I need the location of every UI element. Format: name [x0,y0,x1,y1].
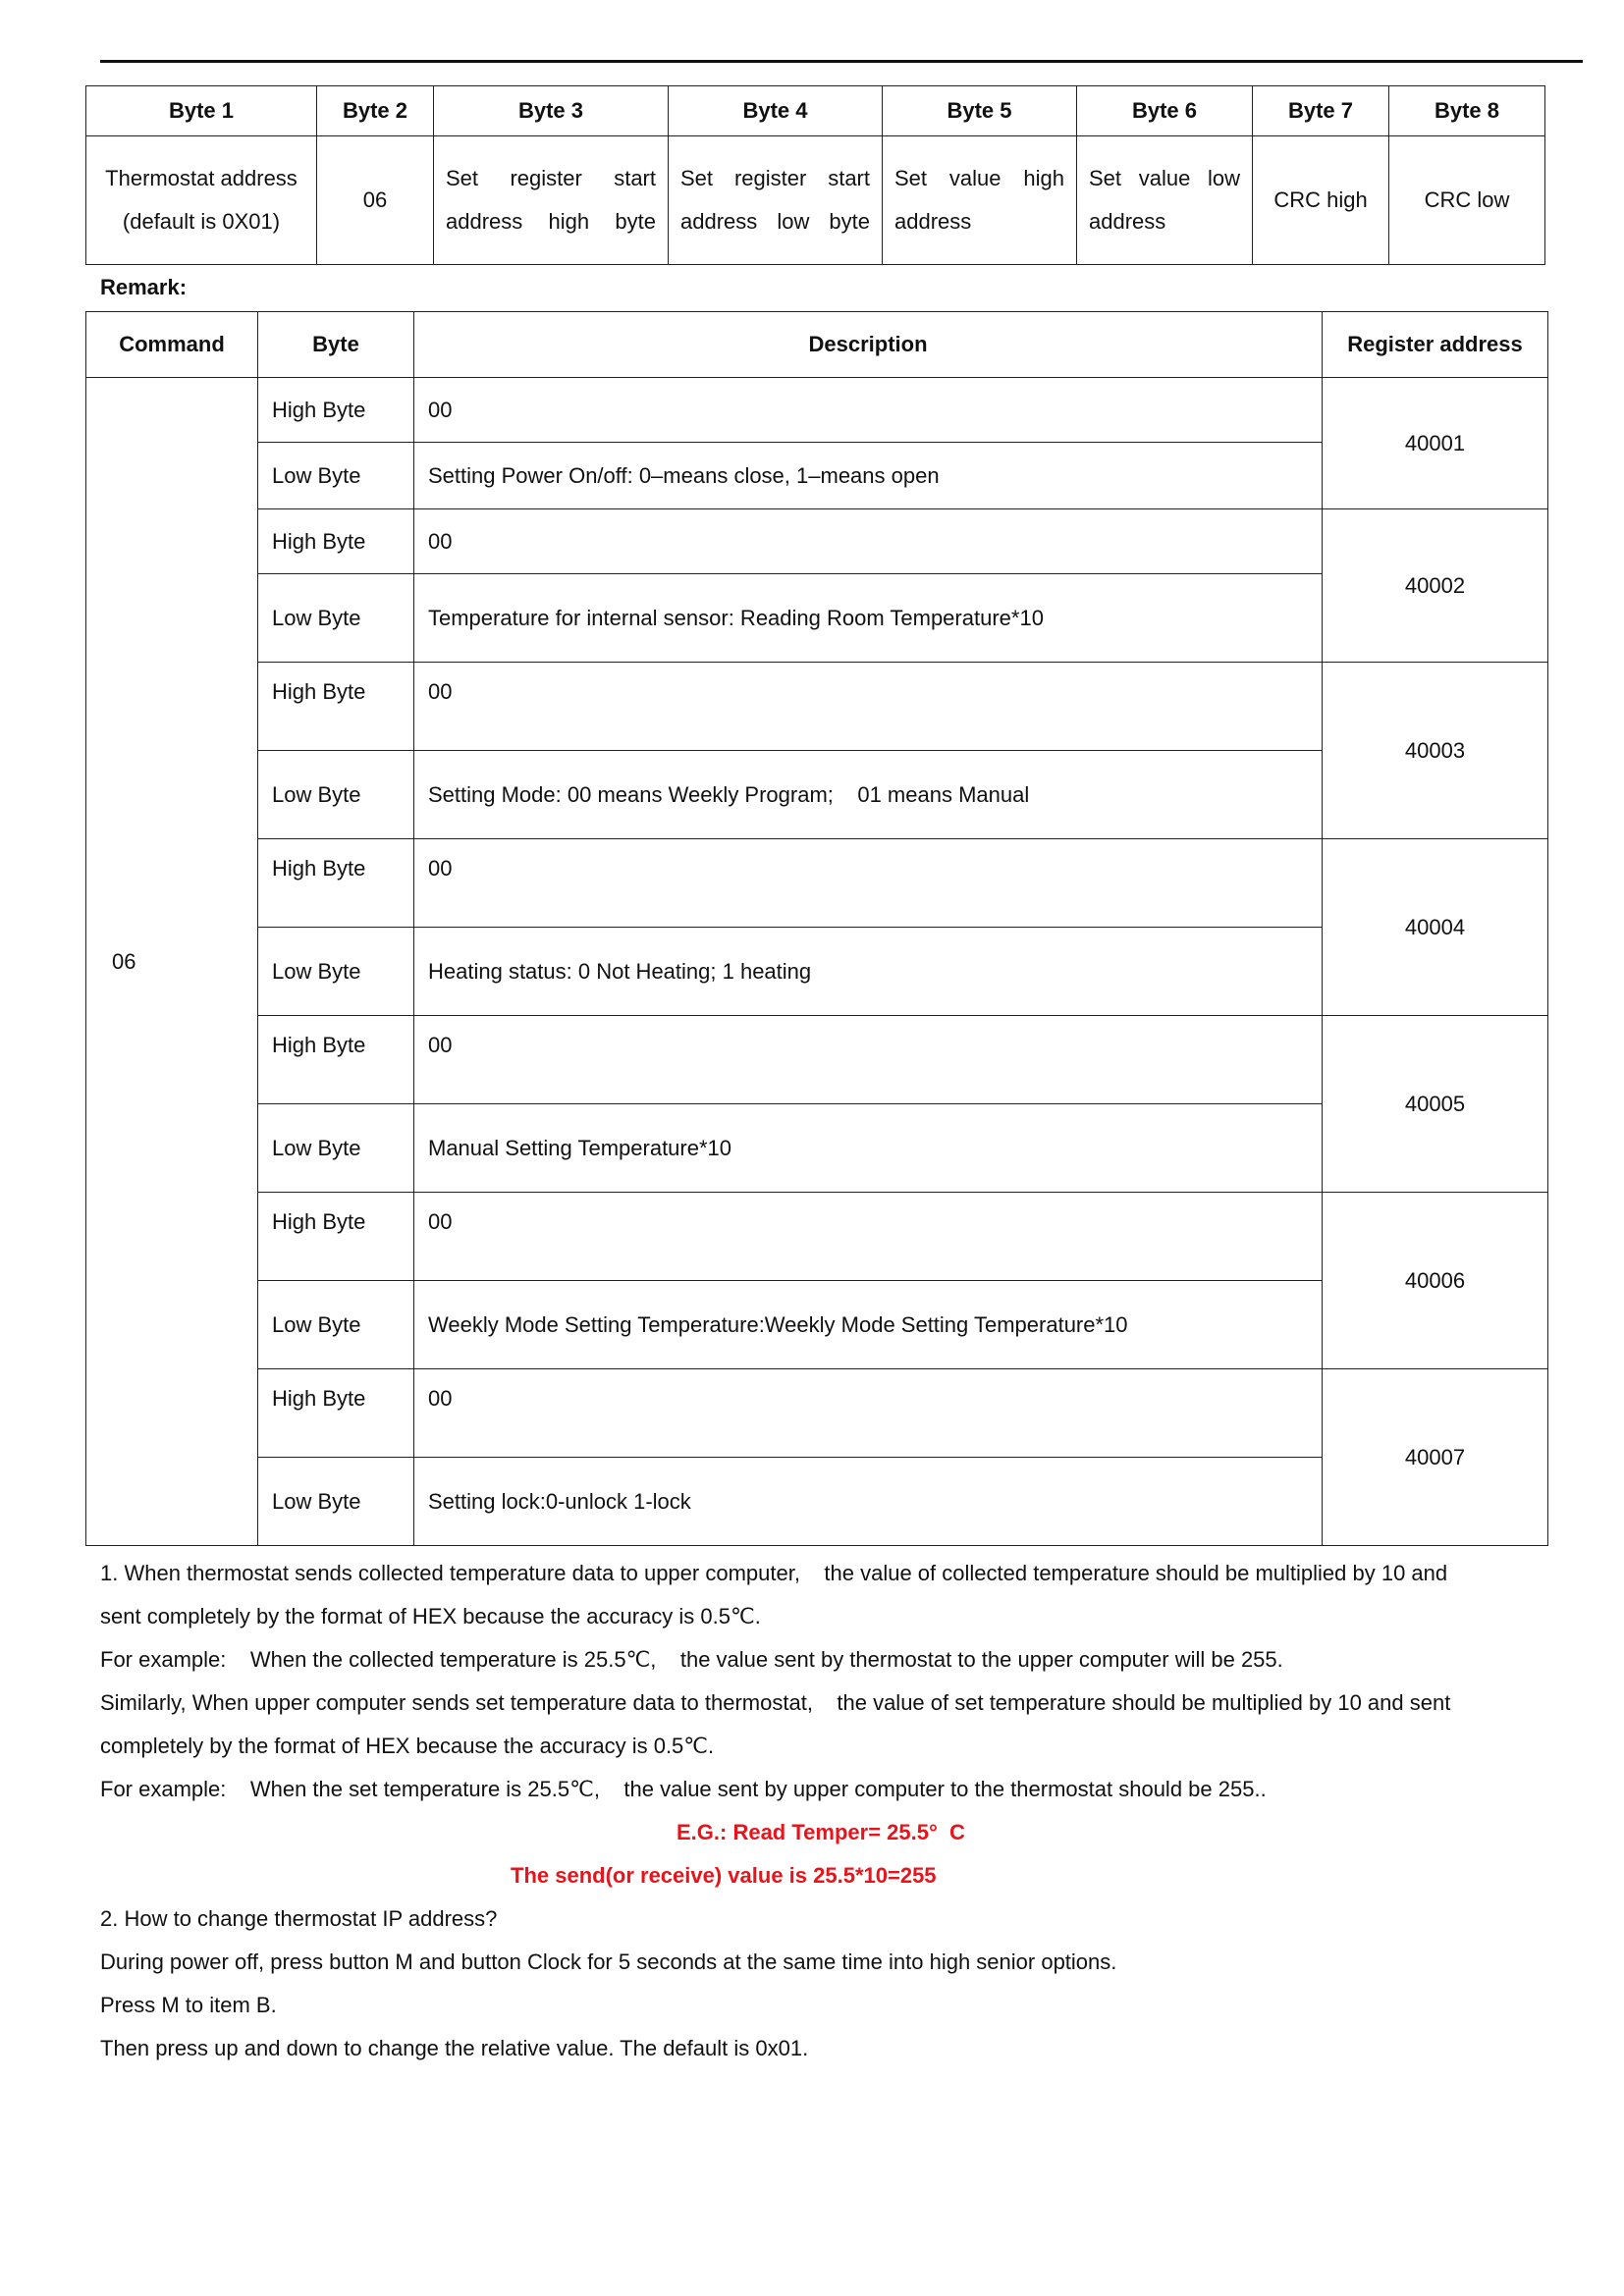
note-line: Then press up and down to change the relative value. The default is 0x01. [100,2036,809,2060]
frame-format-table [85,85,1545,265]
cell-thermostat-address: Thermostat address (default is 0X01) [86,136,317,265]
header-byte-5: Byte 5 [883,86,1077,136]
description-cell: Setting Power On/off: 0–means close, 1–means open [414,443,1323,509]
note-line: 2. How to change thermostat IP address? [100,1906,498,1931]
byte-cell: High Byte [258,663,414,751]
note-line: Similarly, When upper computer sends set temperature data to thermostat, the value of set temperature should be multiplied by 10 and sent [100,1690,1451,1715]
byte-cell: Low Byte [258,928,414,1016]
note-line: During power off, press button M and button Clock for 5 seconds at the same time into high senior options. [100,1949,1117,1974]
register-address-cell: 40001 [1323,378,1548,509]
example-read-temperature: E.G.: Read Temper= 25.5° C [677,1820,965,1844]
cell-register-high: Set register start address high byte [434,136,669,265]
command-cell: 06 [86,378,258,1546]
note-line: Press M to item B. [100,1993,277,2017]
header-byte-1: Byte 1 [86,86,317,136]
remark-label: Remark: [100,275,188,299]
description-cell: 00 [414,1369,1323,1458]
byte-cell: Low Byte [258,1104,414,1193]
register-row [86,1193,1548,1281]
frame-header-row [86,86,1545,136]
register-row [86,378,1548,443]
register-header-row [86,312,1548,378]
header-description: Description [414,312,1323,378]
note-line: For example: When the collected temperature is 25.5℃, the value sent by thermostat to the upper computer will be 255. [100,1647,1283,1672]
register-row [86,1369,1548,1458]
note-line: completely by the format of HEX because the accuracy is 0.5℃. [100,1734,715,1758]
register-row [86,1016,1548,1104]
description-cell: Setting lock:0-unlock 1-lock [414,1458,1323,1546]
header-byte-4: Byte 4 [669,86,883,136]
byte-cell: High Byte [258,1016,414,1104]
description-cell: 00 [414,1193,1323,1281]
header-byte-6: Byte 6 [1077,86,1253,136]
header-rule [100,60,1583,63]
cell-crc-high: CRC high [1253,136,1389,265]
register-row [86,839,1548,928]
note-line: For example: When the set temperature is 25.5℃, the value sent by upper computer to the thermostat should be 255.. [100,1777,1267,1801]
note-line: 1. When thermostat sends collected temperature data to upper computer, the value of collected temperature should be multiplied by 10 and [100,1561,1448,1585]
header-byte-3: Byte 3 [434,86,669,136]
register-table [85,311,1548,1546]
header-byte-8: Byte 8 [1389,86,1545,136]
description-cell: Weekly Mode Setting Temperature:Weekly Mode Setting Temperature*10 [414,1281,1323,1369]
description-cell: Temperature for internal sensor: Reading Room Temperature*10 [414,574,1323,663]
cell-function-code: 06 [317,136,434,265]
description-cell: Heating status: 0 Not Heating; 1 heating [414,928,1323,1016]
register-address-cell: 40007 [1323,1369,1548,1546]
cell-value-low: Set value low address [1077,136,1253,265]
description-cell: Manual Setting Temperature*10 [414,1104,1323,1193]
byte-cell: Low Byte [258,1458,414,1546]
description-cell: 00 [414,378,1323,443]
notes-section [100,1552,1547,2070]
description-cell: 00 [414,663,1323,751]
cell-register-low: Set register start address low byte [669,136,883,265]
register-row [86,509,1548,574]
description-cell: Setting Mode: 00 means Weekly Program; 01 means Manual [414,751,1323,839]
byte-cell: Low Byte [258,751,414,839]
byte-cell: Low Byte [258,574,414,663]
frame-value-row [86,136,1545,265]
byte-cell: Low Byte [258,443,414,509]
byte-cell: High Byte [258,378,414,443]
header-byte-7: Byte 7 [1253,86,1389,136]
header-register-address: Register address [1323,312,1548,378]
header-byte: Byte [258,312,414,378]
cell-crc-low: CRC low [1389,136,1545,265]
register-address-cell: 40005 [1323,1016,1548,1193]
description-cell: 00 [414,839,1323,928]
register-address-cell: 40002 [1323,509,1548,663]
header-command: Command [86,312,258,378]
example-send-value: The send(or receive) value is 25.5*10=255 [511,1863,937,1888]
note-line: sent completely by the format of HEX because the accuracy is 0.5℃. [100,1604,761,1629]
cell-value-high: Set value high address [883,136,1077,265]
byte-cell: High Byte [258,839,414,928]
byte-cell: High Byte [258,1369,414,1458]
register-address-cell: 40006 [1323,1193,1548,1369]
register-address-cell: 40004 [1323,839,1548,1016]
byte-cell: High Byte [258,1193,414,1281]
header-byte-2: Byte 2 [317,86,434,136]
register-row [86,663,1548,751]
register-address-cell: 40003 [1323,663,1548,839]
byte-cell: Low Byte [258,1281,414,1369]
byte-cell: High Byte [258,509,414,574]
description-cell: 00 [414,509,1323,574]
description-cell: 00 [414,1016,1323,1104]
